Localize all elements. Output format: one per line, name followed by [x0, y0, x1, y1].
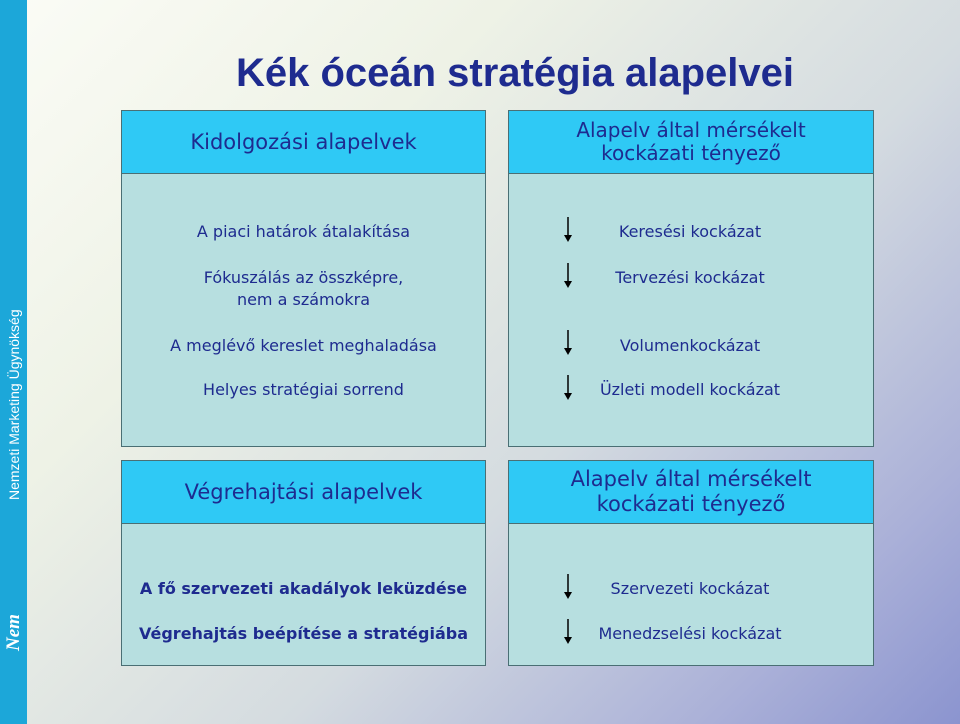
- top-right-item-3: Volumenkockázat: [619, 336, 761, 355]
- top-right-item-1: Keresési kockázat: [618, 222, 762, 241]
- top-left-item-3: A meglévő kereslet meghaladása: [170, 336, 437, 355]
- down-arrow-icon: [563, 217, 573, 243]
- slide-title: Kék óceán stratégia alapelvei: [235, 51, 795, 95]
- down-arrow-icon: [563, 574, 573, 600]
- bottom-left-item-1: A fő szervezeti akadályok leküzdése: [139, 579, 468, 598]
- top-right-item-2: Tervezési kockázat: [615, 268, 765, 287]
- top-left-item-2b: nem a számokra: [236, 290, 371, 309]
- top-right-header-line1: Alapelv által mérsékelt: [576, 118, 806, 142]
- top-left-header: [121, 110, 486, 174]
- bottom-right-item-1: Szervezeti kockázat: [610, 579, 770, 598]
- top-right-header-line2: kockázati tényező: [601, 141, 781, 165]
- down-arrow-icon: [563, 330, 573, 356]
- nem-logo: Nem: [3, 614, 24, 652]
- bottom-left-header-label: Végrehajtási alapelvek: [184, 479, 423, 504]
- top-left-header-label: Kidolgozási alapelvek: [190, 129, 417, 154]
- bottom-right-header-line2: kockázati tényező: [596, 492, 786, 516]
- top-right-header: [508, 110, 874, 174]
- sidebar-org-name: Nemzeti Marketing Ügynökség: [6, 309, 22, 501]
- bottom-right-header: [508, 460, 874, 524]
- bottom-right-item-2: Menedzselési kockázat: [598, 624, 782, 643]
- top-left-item-4: Helyes stratégiai sorrend: [203, 380, 404, 399]
- bottom-left-item-2: Végrehajtás beépítése a stratégiába: [138, 624, 468, 643]
- top-left-item-1: A piaci határok átalakítása: [196, 222, 411, 241]
- down-arrow-icon: [563, 263, 573, 289]
- down-arrow-icon: [563, 375, 573, 401]
- sidebar: [0, 0, 27, 724]
- top-left-item-2: Fókuszálás az összképre,: [203, 268, 404, 287]
- bottom-left-header: [121, 460, 486, 524]
- bottom-right-header-line1: Alapelv által mérsékelt: [570, 467, 812, 491]
- down-arrow-icon: [563, 619, 573, 645]
- top-right-item-4: Üzleti modell kockázat: [599, 380, 781, 399]
